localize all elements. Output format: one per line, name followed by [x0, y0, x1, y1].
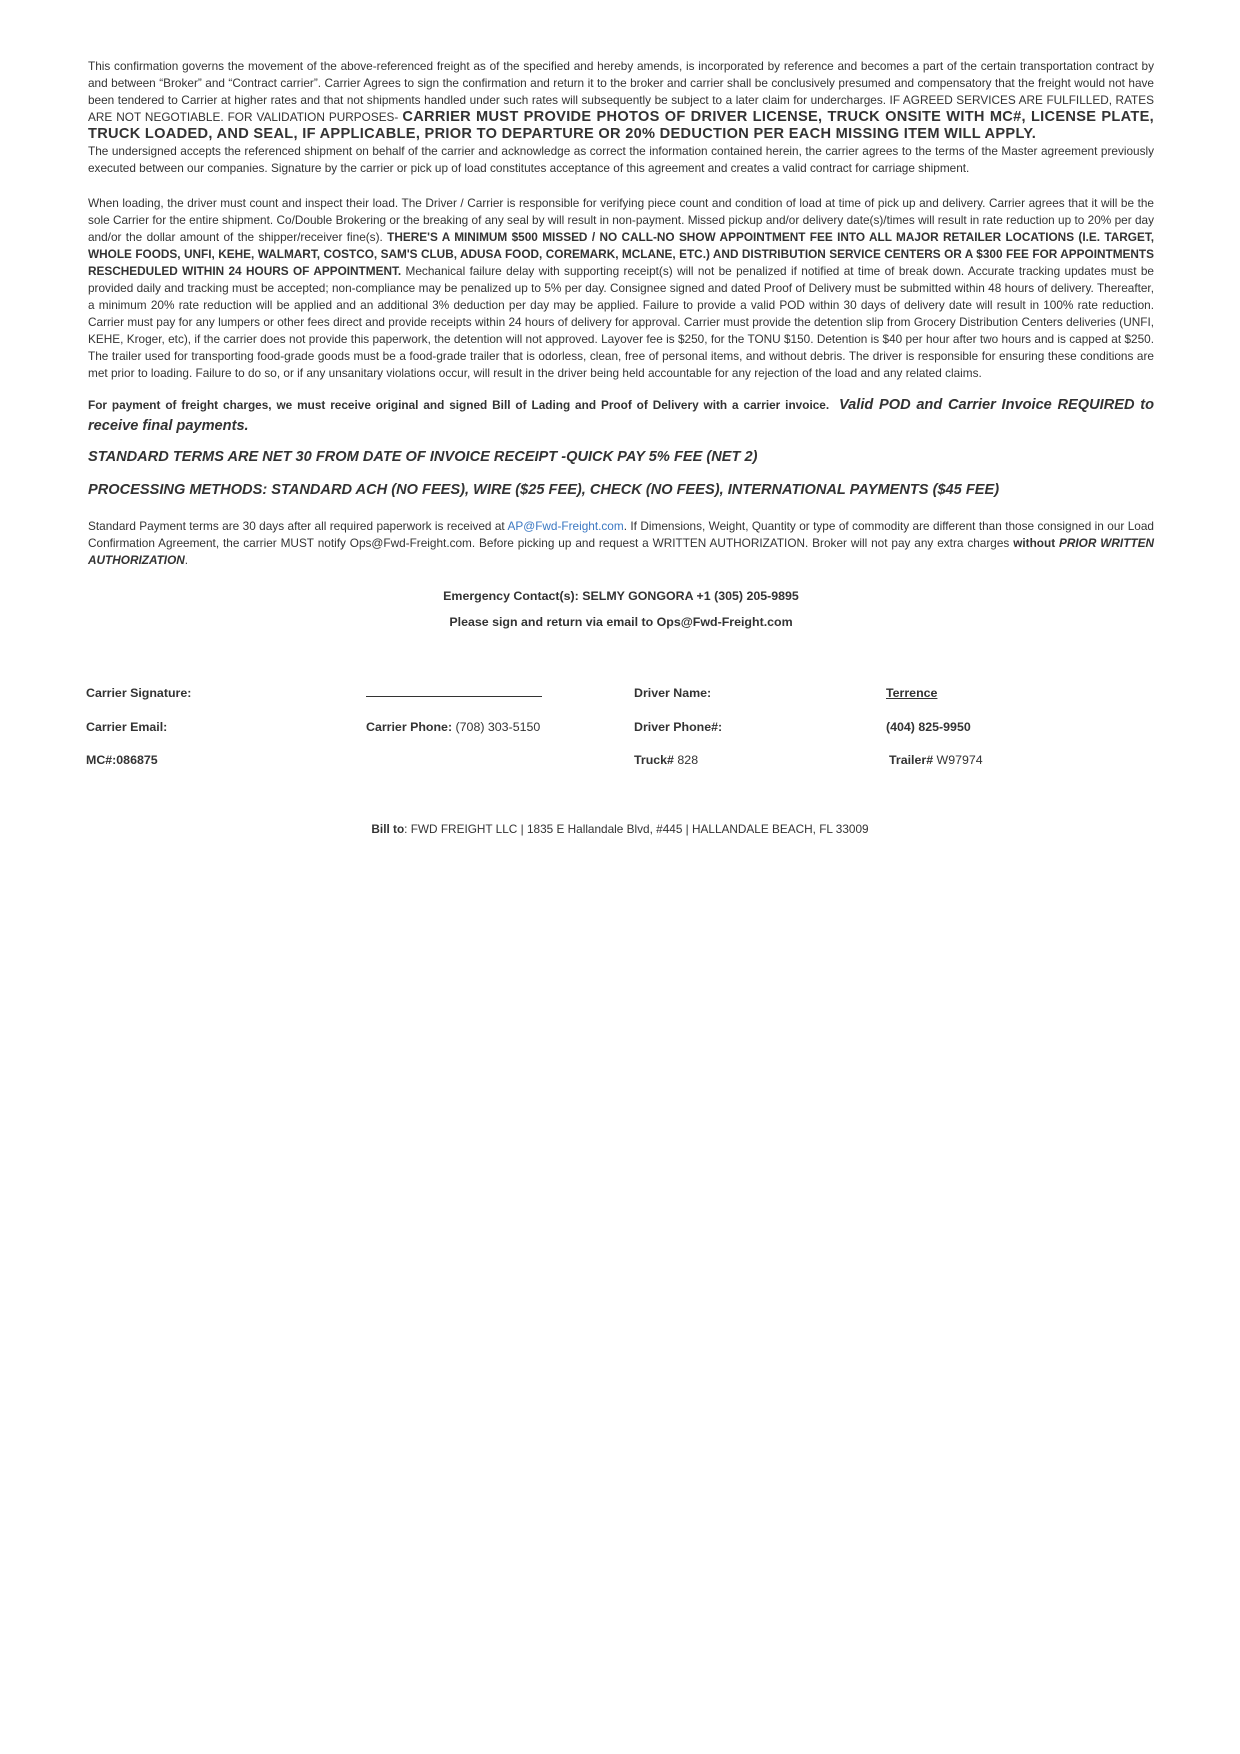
- bill-to: [0, 822, 1240, 836]
- loading-terms-text-2: Mechanical failure delay with supporting receipt(s) will not be penalized if notified at time of break down. Accurate tracking updates must be provided daily and tracking must be accepted; non-compliance may be penalized up to 5% per day. Consignee signed and dated Proof of Delivery must be submitted within 48 hours of delivery. Thereafter, a minimum 20% rate reduction will be applied and an additional 3% deduction per day may be applied. Failure to provide a valid POD within 30 days of delivery date will result in 100% rate reduction. Carrier must pay for any lumpers or other fees direct and provide receipts within 24 hours of delivery for approval. Carrier must provide the detention slip from Grocery Distribution Centers deliveries (UNFI, KEHE, Kroger, etc), if the carrier does not provide this paperwork, the detention will not approved. Layover fee is $250, for the TONU $150. Detention is $40 per hour after two hours and is capped at $250. The trailer used for transporting food-grade goods must be a food-grade trailer that is odorless, clean, free of personal items, and without debris. The driver is responsible for ensuring these conditions are met prior to loading. Failure to do so, or if any unsanitary violations occur, will result in the driver being held accountable for any rejection of the load and any related claims.: [88, 264, 1154, 380]
- carrier-phone-label: Carrier Phone:: [366, 719, 453, 734]
- ap-email-link[interactable]: AP@Fwd-Freight.com: [507, 519, 624, 533]
- standard-payment-text: Standard Payment terms are 30 days after all required paperwork is received at: [88, 519, 508, 533]
- carrier-fields: [86, 686, 1156, 787]
- fields-row-3: [86, 753, 1156, 787]
- sign-return-instruction: Please sign and return via email to Ops@Fwd-Freight.com: [449, 615, 793, 629]
- driver-phone-label: Driver Phone#:: [634, 719, 723, 734]
- carrier-signature-label: Carrier Signature:: [86, 686, 192, 700]
- driver-name-label: Driver Name:: [634, 686, 712, 700]
- fields-row-1: [86, 686, 1156, 720]
- validation-requirement: CARRIER MUST PROVIDE PHOTOS OF DRIVER LICENSE, TRUCK ONSITE WITH MC#, LICENSE PLATE, TRUCK LOADED, AND SEAL, IF APPLICABLE, PRIOR TO DEPARTURE OR 20% DEDUCTION PER EACH MISSING ITEM WILL APPLY.: [88, 109, 1154, 142]
- prior-authorization-text: PRIOR WRITTEN AUTHORIZATION: [88, 536, 1154, 567]
- mc-number: MC#:086875: [86, 753, 158, 767]
- without-text: without: [1013, 536, 1060, 550]
- loading-terms-paragraph: [88, 195, 1154, 382]
- bill-to-label: Bill to: [371, 822, 405, 836]
- appointment-fee-text: THERE'S A MINIMUM $500 MISSED / NO CALL-NO SHOW APPOINTMENT FEE INTO ALL MAJOR RETAILER LOCATIONS (I.E. TARGET, WHOLE FOODS, UNFI, KEHE, WALMART, COSTCO, SAM'S CLUB, ADUSA FOOD, COREMARK, MCLANE, ETC.) AND DISTRIBUTION SERVICE CENTERS OR A $300 FEE FOR APPOINTMENTS RESCHEDULED WITHIN 24 HOURS OF APPOINTMENT.: [88, 230, 1155, 278]
- period: .: [184, 553, 189, 567]
- fields-row-2: [86, 720, 1156, 754]
- bill-to-address: : FWD FREIGHT LLC | 1835 E Hallandale Blvd, #445 | HALLANDALE BEACH, FL 33009: [404, 822, 869, 836]
- truck-number: [634, 753, 698, 767]
- carrier-phone-value: (708) 303-5150: [455, 719, 541, 734]
- payment-requirement: For payment of freight charges, we must receive original and signed Bill of Lading and Proof of Delivery with a carrier invoice.: [88, 398, 830, 412]
- truck-value: 828: [677, 753, 699, 767]
- emergency-contact: Emergency Contact(s): SELMY GONGORA +1 (305) 205-9895: [443, 589, 799, 603]
- confirmation-paragraph: [88, 58, 1154, 143]
- processing-methods: PROCESSING METHODS: STANDARD ACH (NO FEES), WIRE ($25 FEE), CHECK (NO FEES), INTERNATIONAL PAYMENTS ($45 FEE): [88, 482, 1000, 498]
- acceptance-paragraph: The undersigned accepts the referenced shipment on behalf of the carrier and acknowledge as correct the information contained herein, the carrier agrees to the terms of the Master agreement previously executed between our companies. Signature by the carrier or pick up of load constitutes acceptance of this agreement and creates a valid contract for carriage shipment.: [88, 144, 1154, 175]
- payment-paragraph: [88, 395, 1154, 437]
- trailer-number: [889, 753, 983, 767]
- loading-terms-text: When loading, the driver must count and inspect their load. The Driver / Carrier is responsible for verifying piece count and condition of load at time of pick up and delivery. Carrier agrees that it will be the sole Carrier for the entire shipment. Co/Double Brokering or the breaking of any seal by will result in non-payment. Missed pickup and/or delivery date(s)/times will result in rate reduction up to 20% per day and/or the dollar amount of the shipper/receiver fine(s).: [88, 196, 1154, 244]
- document-body: [88, 58, 1154, 629]
- confirmation-text: This confirmation governs the movement of the above-referenced freight as of the specified and hereby amends, is incorporated by reference and becomes a part of the certain transportation contract by and between “Broker” and “Contract carrier”. Carrier Agrees to sign the confirmation and return it to the broker and carrier shall be conclusively presumed and compensatory that the freight would not have been tendered to Carrier at higher rates and that not shipments handled under such rates will subsequently be subject to a later claim for undercharges. IF AGREED SERVICES ARE FULFILLED, RATES ARE NOT NEGOTIABLE. FOR VALIDATION PURPOSES-: [88, 59, 1154, 124]
- standard-payment-text-2: . If Dimensions, Weight, Quantity or type of commodity are different than those consigned in our Load Confirmation Agreement, the carrier MUST notify Ops@Fwd-Freight.com. Before picking up and request a WRITTEN AUTHORIZATION. Broker will not pay any extra charges: [88, 519, 1154, 550]
- standard-terms: STANDARD TERMS ARE NET 30 FROM DATE OF INVOICE RECEIPT -QUICK PAY 5% FEE (NET 2): [88, 449, 758, 465]
- carrier-email-label: Carrier Email:: [86, 719, 168, 734]
- trailer-value: W97974: [936, 753, 983, 767]
- trailer-label: Trailer#: [889, 753, 934, 767]
- driver-phone-value: (404) 825-9950: [886, 719, 971, 734]
- carrier-signature-line[interactable]: [366, 686, 542, 700]
- driver-name-value: Terrence: [886, 686, 938, 700]
- pod-invoice-required: Valid POD and Carrier Invoice REQUIRED to receive final payments.: [88, 397, 1154, 434]
- carrier-phone: [366, 720, 540, 734]
- standard-payment-paragraph: [88, 518, 1154, 569]
- truck-label: Truck#: [634, 753, 674, 767]
